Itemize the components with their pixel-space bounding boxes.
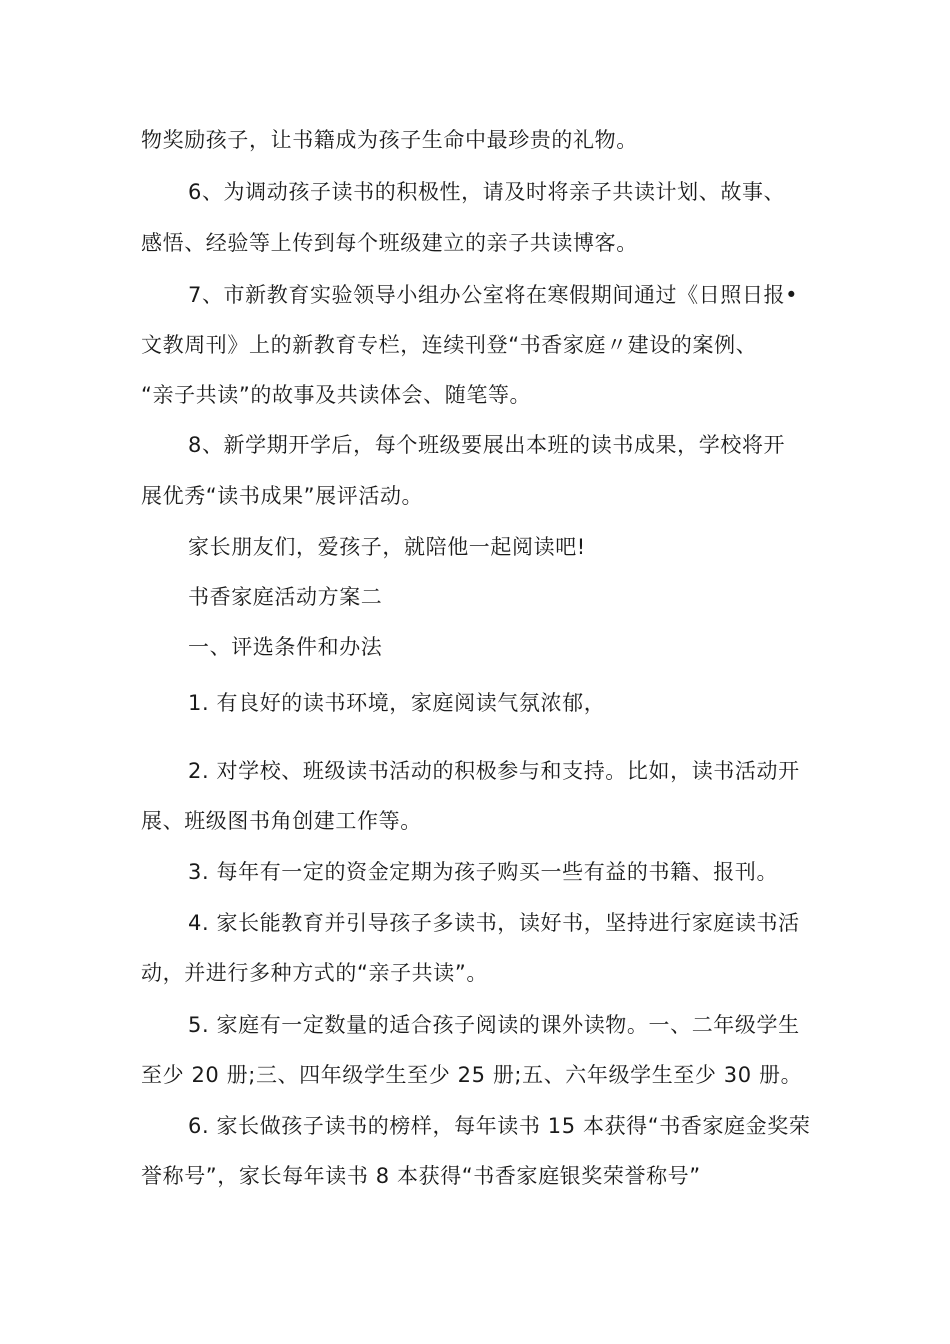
paragraph-line: “亲子共读”的故事及共读体会、随笔等。 — [141, 383, 532, 407]
list-item: 5. 家庭有一定数量的适合孩子阅读的课外读物。一、二年级学生 — [188, 1013, 800, 1037]
list-item: 6. 家长做孩子读书的榜样，每年读书 15 本获得“书香家庭金奖荣 — [188, 1114, 811, 1138]
paragraph-line: 6、为调动孩子读书的积极性，请及时将亲子共读计划、故事、 — [188, 180, 786, 204]
list-item-continuation: 展、班级图书角创建工作等。 — [141, 809, 422, 833]
list-item: 3. 每年有一定的资金定期为孩子购买一些有益的书籍、报刊。 — [188, 860, 779, 884]
paragraph-line: 家长朋友们，爱孩子，就陪他一起阅读吧! — [188, 535, 586, 559]
paragraph-line: 展优秀“读书成果”展评活动。 — [141, 484, 424, 508]
paragraph-line: 感悟、经验等上传到每个班级建立的亲子共读博客。 — [141, 231, 638, 255]
list-item-continuation: 誉称号”，家长每年读书 8 本获得“书香家庭银奖荣誉称号” — [141, 1164, 701, 1188]
paragraph-line: 8、新学期开学后，每个班级要展出本班的读书成果，学校将开 — [188, 433, 786, 457]
paragraph-line: 物奖励孩子，让书籍成为孩子生命中最珍贵的礼物。 — [141, 128, 638, 152]
list-item: 4. 家长能教育并引导孩子多读书，读好书，坚持进行家庭读书活 — [188, 911, 800, 935]
list-item: 1. 有良好的读书环境，家庭阅读气氛浓郁， — [188, 691, 606, 715]
list-item: 2. 对学校、班级读书活动的积极参与和支持。比如，读书活动开 — [188, 759, 800, 783]
section-title: 书香家庭活动方案二 — [188, 585, 383, 609]
list-item-continuation: 至少 20 册;三、四年级学生至少 25 册;五、六年级学生至少 30 册。 — [141, 1063, 803, 1087]
paragraph-line: 文教周刊》上的新教育专栏，连续刊登“书香家庭〃建设的案例、 — [141, 333, 758, 357]
paragraph-line: 7、市新教育实验领导小组办公室将在寒假期间通过《日照日报• — [188, 283, 799, 307]
section-heading: 一、评选条件和办法 — [188, 635, 383, 659]
list-item-continuation: 动，并进行多种方式的“亲子共读”。 — [141, 961, 488, 985]
